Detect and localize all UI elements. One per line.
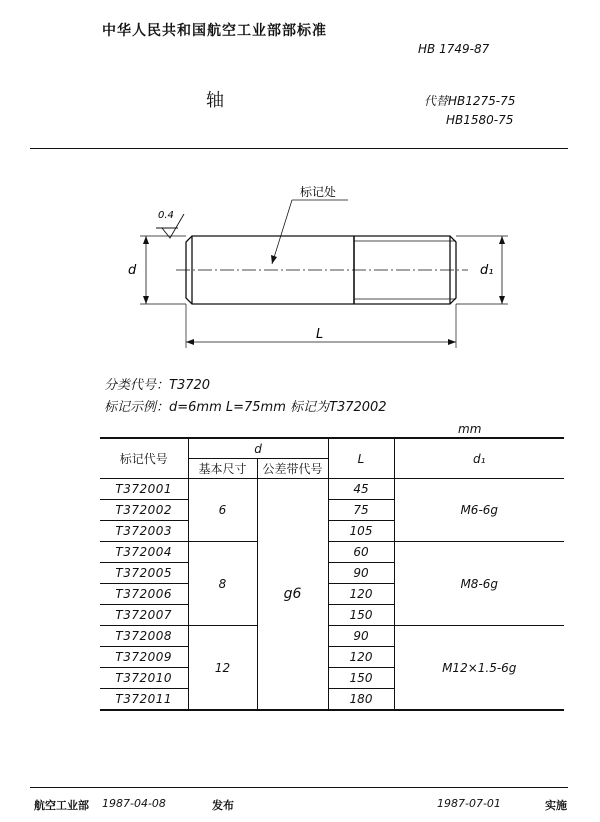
dim-L-label: L	[316, 327, 324, 342]
marking-example: 标记示例：d=6mm L=75mm 标记为T372002	[104, 400, 387, 415]
header-d: d	[188, 438, 328, 459]
header-L: L	[328, 438, 394, 479]
issuing-organization: 中华人民共和国航空工业部部标准	[102, 23, 327, 39]
mark-code-cell: T372001	[100, 479, 188, 500]
mark-code-cell: T372005	[100, 563, 188, 584]
header-basic-size: 基本尺寸	[188, 459, 257, 479]
header-rule	[30, 148, 568, 149]
standard-number: HB 1749-87	[418, 42, 490, 56]
spec-table	[100, 437, 564, 711]
length-cell: 105	[328, 521, 394, 542]
header-tolerance-code: 公差带代号	[257, 459, 328, 479]
header-mark-code: 标记代号	[100, 438, 188, 479]
footer-issue-label: 发布	[212, 799, 234, 812]
mark-code-cell: T372008	[100, 626, 188, 647]
marking-arrow	[271, 255, 277, 264]
mark-code-cell: T372009	[100, 647, 188, 668]
length-cell: 150	[328, 605, 394, 626]
d1-cell: M8-6g	[394, 542, 564, 626]
d1-arrow-top	[499, 236, 505, 244]
basic-size-cell: 6	[188, 479, 257, 542]
replaces-standard-2: HB1580-75	[446, 113, 514, 127]
table-row	[100, 626, 564, 647]
classification-code: 分类代号：T3720	[104, 378, 211, 393]
document-title: 轴	[206, 90, 224, 111]
mark-code-cell: T372007	[100, 605, 188, 626]
footer-rule	[30, 787, 568, 788]
replaces-standard-1: 代替HB1275-75	[424, 94, 516, 108]
mark-code-cell: T372010	[100, 668, 188, 689]
table-header-row	[100, 438, 564, 459]
footer-impl-label: 实施	[545, 799, 567, 812]
table-row	[100, 542, 564, 563]
mark-code-cell: T372004	[100, 542, 188, 563]
L-arrow-left	[186, 339, 194, 345]
dim-d-label: d	[128, 263, 137, 278]
mark-code-cell: T372006	[100, 584, 188, 605]
unit-label: mm	[458, 422, 482, 436]
marking-label: 标记处	[300, 185, 337, 199]
footer-issuer: 航空工业部	[34, 799, 89, 812]
length-cell: 60	[328, 542, 394, 563]
length-cell: 75	[328, 500, 394, 521]
d1-cell: M12×1.5-6g	[394, 626, 564, 711]
header-d1: d₁	[394, 438, 564, 479]
d-arrow-top	[143, 236, 149, 244]
dim-d1-label: d₁	[480, 263, 494, 278]
footer-impl-date: 1987-07-01	[437, 797, 501, 810]
tolerance-cell: g6	[257, 479, 328, 711]
d1-cell: M6-6g	[394, 479, 564, 542]
L-arrow-right	[448, 339, 456, 345]
d1-arrow-bottom	[499, 296, 505, 304]
shaft-drawing	[100, 180, 520, 360]
length-cell: 180	[328, 689, 394, 711]
length-cell: 90	[328, 563, 394, 584]
length-cell: 90	[328, 626, 394, 647]
table-row	[100, 479, 564, 500]
length-cell: 45	[328, 479, 394, 500]
footer-issue-date: 1987-04-08	[102, 797, 166, 810]
marking-leader	[272, 200, 292, 264]
basic-size-cell: 8	[188, 542, 257, 626]
roughness-value: 0.4	[158, 210, 174, 221]
mark-code-cell: T372003	[100, 521, 188, 542]
length-cell: 150	[328, 668, 394, 689]
mark-code-cell: T372011	[100, 689, 188, 711]
basic-size-cell: 12	[188, 626, 257, 711]
length-cell: 120	[328, 647, 394, 668]
length-cell: 120	[328, 584, 394, 605]
d-arrow-bottom	[143, 296, 149, 304]
mark-code-cell: T372002	[100, 500, 188, 521]
